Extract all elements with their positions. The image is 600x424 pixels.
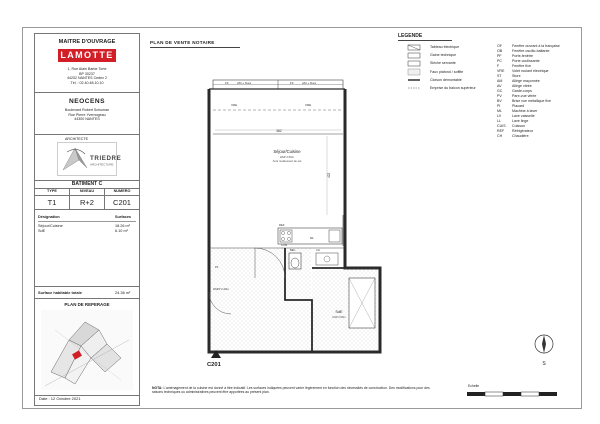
equip-label: ML bbox=[310, 236, 314, 240]
seche-servante-icon bbox=[408, 61, 420, 66]
plan-date: Date : 12 Octobre 2021 bbox=[39, 396, 81, 401]
title-block bbox=[34, 33, 140, 406]
legend-item: Gaine technique bbox=[430, 53, 457, 57]
lot-number: C201 bbox=[113, 198, 131, 207]
room-label-sejour: Séjour/Cuisine bbox=[273, 149, 301, 154]
scale-bar bbox=[466, 390, 558, 400]
room-label-sde: SdE bbox=[335, 310, 343, 314]
dimension-width: 382 bbox=[276, 129, 282, 133]
building-row: BATIMENT C bbox=[35, 180, 139, 189]
room-area: 6.10 m² bbox=[115, 229, 128, 233]
gaine-technique-icon bbox=[408, 53, 420, 58]
plan-reperage-label: PLAN DE REPERAGE bbox=[64, 302, 110, 307]
floor-plan bbox=[195, 70, 410, 370]
total-label: Surface habitable totale bbox=[38, 290, 82, 295]
dimension-height: 422 bbox=[327, 172, 331, 178]
rooms-table: Désignation Surfaces Séjour/Cuisine 18.26 m² SdE 6.10 m² bbox=[35, 210, 139, 287]
owner-heading: MAITRE D'OUVRAGE bbox=[58, 39, 116, 45]
nota-body: L'aménagement de la cuisine est donné à titre indicatif. Les surfaces indiquées peuvent varier légèrement en fonction des nécessités de construction. Des modifications pour des raisons techniques ou administratives peuvent être apportées au présent plan. bbox=[152, 386, 430, 395]
lamotte-logo: LAMOTTE bbox=[58, 49, 116, 62]
developer-section: NEOCENS Boulevard Robert Schuman Rue Pierre Yvernogeau 44300 NANTES bbox=[35, 92, 139, 135]
owner-section bbox=[35, 34, 139, 93]
architect-label: ARCHITECTE bbox=[65, 137, 88, 141]
plan-reperage bbox=[35, 298, 139, 396]
legend-item: Tableau électrique bbox=[430, 45, 460, 49]
plan-title-underline bbox=[150, 47, 240, 48]
window-label: FF bbox=[225, 81, 229, 85]
developer-name: NEOCENS bbox=[68, 98, 106, 105]
room-area: 18.26 m² bbox=[115, 224, 130, 228]
vre-label: VRE bbox=[305, 103, 312, 107]
orientation-label: S bbox=[542, 361, 546, 367]
legend-symbols bbox=[406, 44, 428, 100]
lot-number-label: C201 bbox=[207, 362, 221, 368]
equip-label: CH bbox=[316, 249, 320, 252]
nota-text bbox=[152, 386, 432, 394]
faux-plafond-icon bbox=[408, 69, 420, 75]
room-name: Séjour/Cuisine bbox=[38, 224, 63, 228]
architect-sub: ARCHITECTURE bbox=[90, 162, 114, 167]
room-note: hors revêtement de sol bbox=[272, 159, 302, 163]
owner-address: 1, Rue Alain Barbe Torte BP 30237 44202 NANTES Cedex 2 Tél. : 02.40.48.10.10 bbox=[67, 67, 107, 85]
legend-item: Emprise du balcon supérieur bbox=[430, 86, 476, 90]
window-label: AM + fixes bbox=[302, 81, 317, 85]
architect-section bbox=[35, 134, 139, 181]
nota-label: NOTA: bbox=[152, 386, 163, 390]
vre-label: VRE bbox=[231, 103, 238, 107]
room-hsp: HSP 2.50m bbox=[332, 316, 346, 319]
hsfp-label: HSFP 2.20m bbox=[213, 287, 229, 291]
architect-name: TRIEDRE bbox=[90, 155, 122, 162]
lot-type: T1 bbox=[35, 196, 70, 209]
orientation-compass bbox=[532, 332, 556, 368]
equip-label: BEC bbox=[290, 249, 296, 252]
legend-item: Faux plafond / soffite bbox=[430, 70, 464, 74]
window-label: FF bbox=[290, 81, 294, 85]
total-area: 24.36 m² bbox=[115, 290, 131, 295]
window-label: AM + fixes bbox=[237, 81, 252, 85]
legend-item: Sièche servante bbox=[430, 61, 456, 65]
triedre-logo bbox=[57, 142, 122, 176]
equip-label: REF bbox=[279, 223, 285, 227]
washbasin bbox=[316, 253, 338, 265]
legend-title: LEGENDE bbox=[398, 33, 423, 39]
lot-headers: TYPE NIVEAU NUMERO bbox=[35, 188, 139, 196]
legend-underline bbox=[398, 40, 452, 41]
legend-item: Cloison démontable bbox=[430, 78, 462, 82]
lot-level: R+2 bbox=[70, 196, 105, 209]
scale-label: Echelle bbox=[468, 384, 480, 388]
room-name: SdE bbox=[38, 229, 46, 233]
equip-label: PF bbox=[215, 266, 219, 269]
site-plan-thumbnail bbox=[41, 310, 133, 390]
plan-title: PLAN DE VENTE NOTAIRE bbox=[150, 40, 215, 45]
room-hsp: HSP 2.50m bbox=[279, 155, 295, 159]
equip-label: CUIS bbox=[281, 244, 288, 247]
lot-values bbox=[35, 196, 139, 210]
